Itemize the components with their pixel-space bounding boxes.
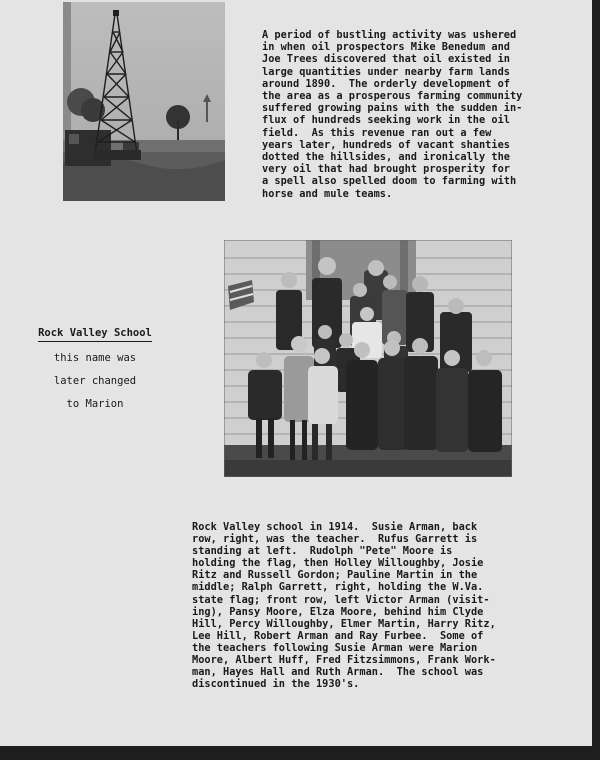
school-name-note bbox=[30, 327, 160, 411]
school-photo-caption: Rock Valley school in 1914. Susie Arman, back row, right, was the teacher. Rufus Garrett is standing at left. Rudolph "Pete" Moore is holding the flag, then Holley Willoughby, Josie Ritz and Russell Gordon; Pauline Martin in the middle; Ralph Garrett, right, holding the W.Va. state flag; front row, left Victor Arman (visit- ing), Pansy Moore, Elza Moore, behind him Clyde Hill, Percy Willoughby, Elmer Martin, Harry Ritz, Lee Hill, Robert Arman and Ray Furbee. Some of the teachers following Susie Arman were Marion Moore, Albert Huff, Fred Fitzsimmons, Frank Work- man, Hayes Hall and Ruth Arman. The school was discontinued in the 1930's. bbox=[192, 521, 496, 691]
page-edge bbox=[0, 746, 600, 760]
oil-derrick-photo bbox=[63, 2, 225, 201]
school-name-line: this name was bbox=[53, 352, 137, 364]
school-name-line: to Marion bbox=[66, 398, 124, 410]
school-name-title: Rock Valley School bbox=[38, 327, 152, 342]
oil-history-paragraph: A period of bustling activity was ushered in when oil prospectors Mike Benedum and Joe Trees discovered that oil existed in large quantities under nearby farm lands around 1890. The orderly development of the area as a prosperous farming community suffered growing pains with the sudden in- flux of hundreds seeking work in the oil field. As this revenue ran out a few years later, hundreds of vacant shanties dotted the hillsides, and ironically the very oil that had brought prosperity for a spell also spelled doom to farming with horse and mule teams. bbox=[262, 29, 523, 200]
page-edge bbox=[592, 0, 600, 760]
school-name-line: later changed bbox=[53, 375, 137, 387]
school-class-photo bbox=[224, 240, 512, 477]
